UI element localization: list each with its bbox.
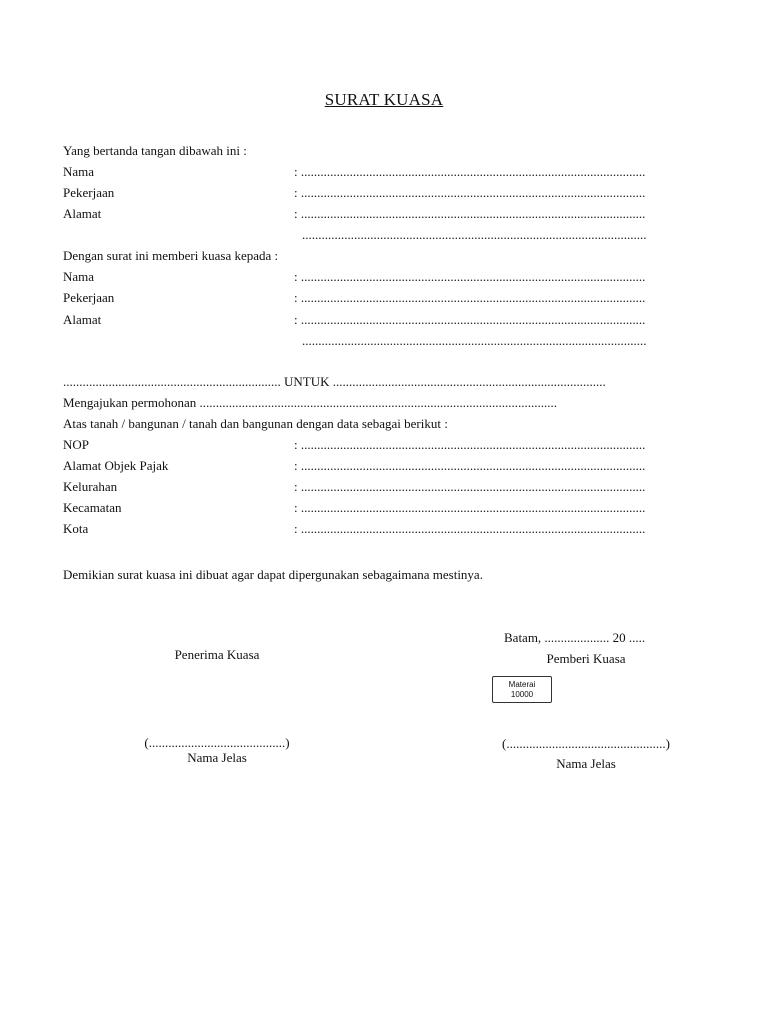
object-intro-text: Atas tanah / bangunan / tanah dan bangunan dengan data sebagai berikut : [63, 416, 448, 431]
untuk-line: ................................................................... UNTUK .................................................................................... [63, 374, 606, 389]
grantee-intro-text: Dengan surat ini memberi kuasa kepada : [63, 248, 279, 263]
intro-text: Yang bertanda tangan dibawah ini : [63, 143, 247, 158]
receiver-title: Penerima Kuasa [174, 647, 260, 662]
kecamatan-label: Kecamatan [63, 500, 122, 515]
grantor-name-field: : .......................................................................................................... [294, 164, 646, 179]
giver-signature-line: (.................................................) [502, 736, 670, 751]
giver-name-label: Nama Jelas [556, 756, 616, 771]
kelurahan-field: : .......................................................................................................... [294, 479, 646, 494]
nop-field: : .......................................................................................................... [294, 437, 646, 452]
request-line: Mengajukan permohonan .............................................................................................................. [63, 395, 557, 410]
receiver-signature-line: (..........................................) [144, 735, 290, 750]
grantor-address-label: Alamat [63, 206, 102, 221]
grantor-address-field: : .......................................................................................................... [294, 206, 646, 221]
grantee-name-field: : .......................................................................................................... [294, 269, 646, 284]
kecamatan-field: : .......................................................................................................... [294, 500, 646, 515]
grantee-address-label: Alamat [63, 312, 102, 327]
grantee-name-label: Nama [63, 269, 95, 284]
object-address-field: : .......................................................................................................... [294, 458, 646, 473]
kota-field: : .......................................................................................................... [294, 521, 646, 536]
closing-text: Demikian surat kuasa ini dibuat agar dapat dipergunakan sebagaimana mestinya. [63, 567, 483, 582]
giver-title: Pemberi Kuasa [546, 651, 626, 666]
place-date-line: Batam, .................... 20 ..... [504, 630, 646, 645]
grantor-name-label: Nama [63, 164, 95, 179]
stamp-label: Materai [508, 680, 536, 689]
receiver-name-label: Nama Jelas [187, 750, 247, 765]
grantor-job-label: Pekerjaan [63, 185, 115, 200]
materai-stamp-box [492, 676, 552, 703]
document-title: SURAT KUASA [324, 90, 444, 109]
grantee-job-label: Pekerjaan [63, 290, 115, 305]
object-address-label: Alamat Objek Pajak [63, 458, 169, 473]
grantor-address-continuation: .......................................................................................................... [302, 227, 647, 242]
grantee-job-field: : .......................................................................................................... [294, 290, 646, 305]
nop-label: NOP [63, 437, 90, 452]
stamp-amount: 10000 [510, 690, 534, 699]
grantee-address-field: : .......................................................................................................... [294, 312, 646, 327]
grantee-address-continuation: .......................................................................................................... [302, 333, 647, 348]
grantor-job-field: : .......................................................................................................... [294, 185, 646, 200]
kelurahan-label: Kelurahan [63, 479, 118, 494]
kota-label: Kota [63, 521, 89, 536]
